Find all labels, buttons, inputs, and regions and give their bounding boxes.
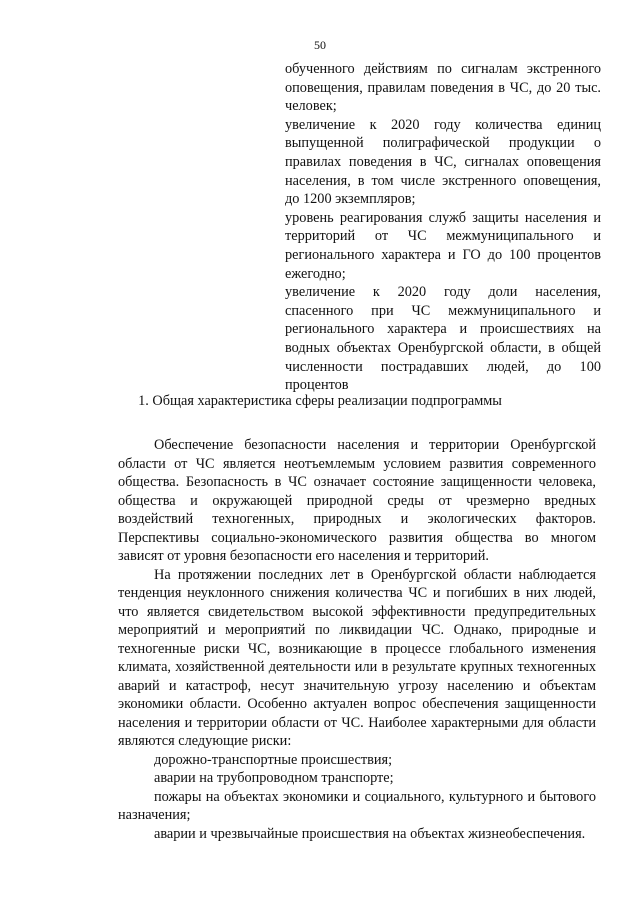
risks-list (118, 751, 596, 844)
paragraph: Обеспечение безопасности населения и территории Оренбургской области от ЧС является неотъемлемым условием развития современного общества. Безопасность в ЧС означает состояние защищенности человека, общества и окружающей природной среды от чрезмерно вредных воздействий техногенных, природных и экологических факторов. Перспективы социально-экономического развития общества во многом зависят от уровня безопасности его населения и территорий. (118, 437, 596, 564)
goal-item: увеличение к 2020 году количества единиц выпущенной полиграфической продукции о правилах поведения в ЧС, сигналах оповещения населения, в том числе экстренного оповещения, до 1200 экземпляров; (285, 116, 601, 208)
risk-item: аварии на трубопроводном транспорте; (154, 770, 394, 786)
risk-item: аварии и чрезвычайные происшествия на объектах жизнеобеспечения. (154, 825, 586, 842)
section-body (118, 436, 596, 843)
risk-item: дорожно-транспортные происшествия; (154, 751, 393, 768)
goal-item: увеличение к 2020 году доли населения, спасенного при ЧС межмуниципального и регионального характера и происшествиях на водных объектах Оренбургской области, в общей численности пострадавших людей, до 100 процентов (285, 284, 601, 394)
goal-item: обученного действиям по сигналам экстренного оповещения, правилам поведения в ЧС, до 20 тыс. человек; (285, 61, 601, 115)
page-number: 50 (314, 38, 326, 52)
goals-list (285, 60, 601, 395)
paragraph: На протяжении последних лет в Оренбургской области наблюдается тенденция неуклонного снижения количества ЧС и погибших в них людей, что является свидетельством высокой эффективности предупредительных мероприятий и мероприятий по ликвидации ЧС. Однако, природные и техногенные риски ЧС, возникающие в процессе глобального изменения климата, хозяйственной деятельности или в результате крупных техногенных аварий и катастроф, несут значительную угрозу населению и объектам экономики области. Особенно актуален вопрос обеспечения защищенности населения и территории области от ЧС. Наиболее характерными для области являются следующие риски: (118, 566, 596, 749)
risk-item: пожары на объектах экономики и социального, культурного и бытового назначения; (118, 788, 596, 823)
section-title: 1. Общая характеристика сферы реализации подпрограммы (138, 393, 502, 409)
goal-item: уровень реагирования служб защиты населения и территорий от ЧС межмуниципального и регионального характера и ГО до 100 процентов ежегодно; (285, 209, 601, 282)
